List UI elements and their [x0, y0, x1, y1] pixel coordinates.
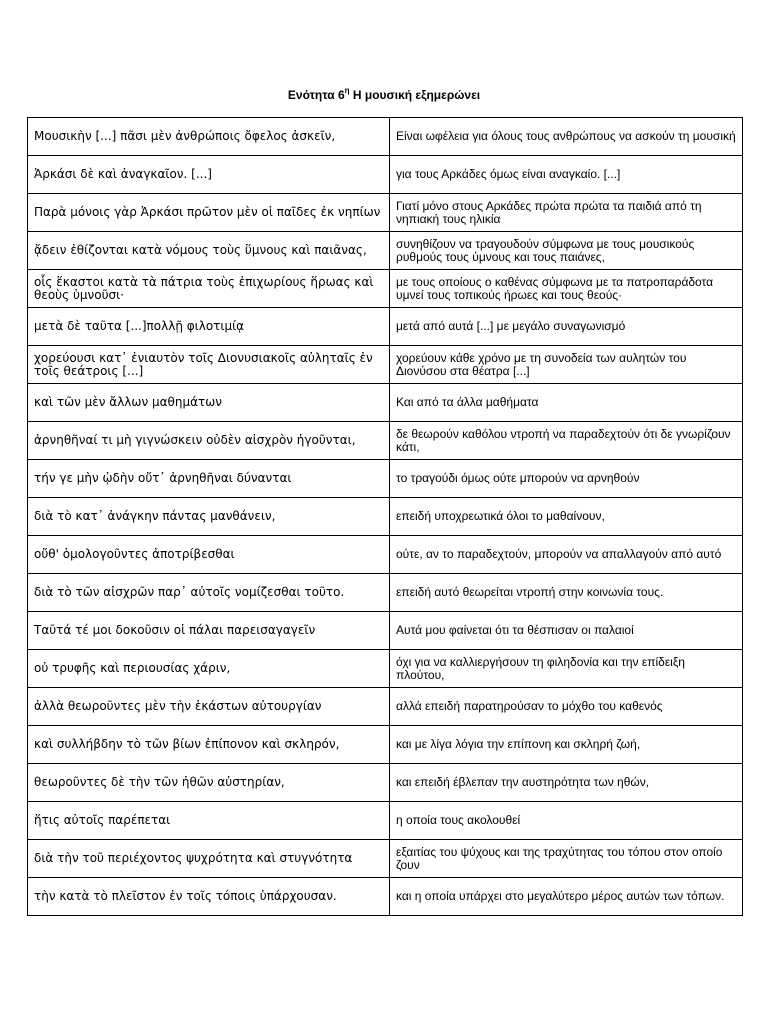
modern-translation-cell: η οποία τους ακολουθεί [390, 802, 743, 840]
modern-translation-cell: με τους οποίους ο καθένας σύμφωνα με τα πατροπαράδοτα υμνεί τους τοπικούς ήρωες και τους θεούς· [390, 270, 743, 308]
ancient-text-cell: ᾄδειν ἐθίζονται κατὰ νόμους τοὺς ὕμνους καὶ παιᾶνας, [28, 232, 390, 270]
ancient-text-cell: διὰ τὸ κατ᾽ ἀνάγκην πάντας μανθάνειν, [28, 498, 390, 536]
table-row [28, 802, 743, 840]
ancient-text-cell: καὶ τῶν μὲν ἄλλων μαθημάτων [28, 384, 390, 422]
ancient-text-cell: διὰ τὸ τῶν αἰσχρῶν παρ᾽ αὐτοῖς νομίζεσθαι τοῦτο. [28, 574, 390, 612]
modern-translation-cell: όχι για να καλλιεργήσουν τη φιληδονία και την επίδειξη πλούτου, [390, 650, 743, 688]
ancient-text-cell: καὶ συλλήβδην τὸ τῶν βίων ἐπίπονον καὶ σκληρόν, [28, 726, 390, 764]
ancient-text-cell: μετὰ δὲ ταῦτα [...]πολλῇ φιλοτιμίᾳ [28, 308, 390, 346]
page-title-suffix: Η μουσική εξημερώνει [349, 88, 481, 102]
ancient-text-cell: ἀλλὰ θεωροῦντες μὲν τὴν ἑκάστων αὐτουργίαν [28, 688, 390, 726]
modern-translation-cell: συνηθίζουν να τραγουδούν σύμφωνα με τους μουσικούς ρυθμούς τους ύμνους και τους παιάνες, [390, 232, 743, 270]
table-row [28, 574, 743, 612]
ancient-text-cell: Μουσικὴν [...] πᾶσι μὲν ἀνθρώποις ὄφελος ἀσκεῖν, [28, 118, 390, 156]
table-row [28, 232, 743, 270]
modern-translation-cell: και με λίγα λόγια την επίπονη και σκληρή ζωή, [390, 726, 743, 764]
table-row [28, 270, 743, 308]
table-row [28, 612, 743, 650]
page-title-prefix: Ενότητα 6 [287, 88, 345, 102]
modern-translation-cell: επειδή αυτό θεωρείται ντροπή στην κοινωνία τους. [390, 574, 743, 612]
ancient-text-cell: διὰ τὴν τοῦ περιέχοντος ψυχρότητα καὶ στυγνότητα [28, 840, 390, 878]
ancient-text-cell: ἀρνηθῆναί τι μὴ γιγνώσκειν οὐδὲν αἰσχρὸν ἡγοῦνται, [28, 422, 390, 460]
ancient-text-cell: Ταῦτά τέ μοι δοκοῦσιν οἱ πάλαι παρεισαγαγεῖν [28, 612, 390, 650]
table-row [28, 536, 743, 574]
modern-translation-cell: για τους Αρκάδες όμως είναι αναγκαίο. [...] [390, 156, 743, 194]
table-row [28, 118, 743, 156]
table-row [28, 384, 743, 422]
modern-translation-cell: ούτε, αν το παραδεχτούν, μπορούν να απαλλαγούν από αυτό [390, 536, 743, 574]
ancient-text-cell: οἷς ἕκαστοι κατὰ τὰ πάτρια τοὺς ἐπιχωρίους ἥρωας καὶ θεοὺς ὑμνοῦσι· [28, 270, 390, 308]
modern-translation-cell: εξαιτίας του ψύχους και της τραχύτητας του τόπου στον οποίο ζουν [390, 840, 743, 878]
modern-translation-cell: μετά από αυτά [...] με μεγάλο συναγωνισμό [390, 308, 743, 346]
table-row [28, 840, 743, 878]
ancient-text-cell: οὐ τρυφῆς καὶ περιουσίας χάριν, [28, 650, 390, 688]
modern-translation-cell: αλλά επειδή παρατηρούσαν το μόχθο του καθενός [390, 688, 743, 726]
modern-translation-cell: επειδή υποχρεωτικά όλοι το μαθαίνουν, [390, 498, 743, 536]
table-row [28, 498, 743, 536]
translation-table-body [28, 118, 743, 916]
modern-translation-cell: Είναι ωφέλεια για όλους τους ανθρώπους να ασκούν τη μουσική [390, 118, 743, 156]
ancient-text-cell: χορεύουσι κατ᾽ ἐνιαυτὸν τοῖς Διονυσιακοῖς αὐληταῖς ἐν τοῖς θεάτροις [...] [28, 346, 390, 384]
ancient-text-cell: ἥτις αὐτοῖς παρέπεται [28, 802, 390, 840]
table-row [28, 422, 743, 460]
modern-translation-cell: και η οποία υπάρχει στο μεγαλύτερο μέρος αυτών των τόπων. [390, 878, 743, 916]
modern-translation-cell: δε θεωρούν καθόλου ντροπή να παραδεχτούν ότι δε γνωρίζουν κάτι, [390, 422, 743, 460]
page-title-superscript: η [344, 86, 350, 95]
modern-translation-cell: το τραγούδι όμως ούτε μπορούν να αρνηθούν [390, 460, 743, 498]
modern-translation-cell: και επειδή έβλεπαν την αυστηρότητα των ηθών, [390, 764, 743, 802]
modern-translation-cell: Γιατί μόνο στους Αρκάδες πρώτα πρώτα τα παιδιά από τη νηπιακή τους ηλικία [390, 194, 743, 232]
page-title [0, 87, 768, 103]
ancient-text-cell: οὔθ' ὁμολογοῦντες ἀποτρίβεσθαι [28, 536, 390, 574]
table-row [28, 346, 743, 384]
ancient-text-cell: θεωροῦντες δὲ τὴν τῶν ἠθῶν αὐστηρίαν, [28, 764, 390, 802]
ancient-text-cell: Ἀρκάσι δὲ καὶ ἀναγκαῖον. [...] [28, 156, 390, 194]
ancient-text-cell: τὴν κατὰ τὸ πλεῖστον ἐν τοῖς τόποις ὑπάρχουσαν. [28, 878, 390, 916]
ancient-text-cell: Παρὰ μόνοις γὰρ Ἀρκάσι πρῶτον μὲν οἱ παῖδες ἐκ νηπίων [28, 194, 390, 232]
modern-translation-cell: Και από τα άλλα μαθήματα [390, 384, 743, 422]
table-row [28, 460, 743, 498]
table-row [28, 878, 743, 916]
table-row [28, 194, 743, 232]
table-row [28, 650, 743, 688]
modern-translation-cell: Αυτά μου φαίνεται ότι τα θέσπισαν οι παλαιοί [390, 612, 743, 650]
table-row [28, 308, 743, 346]
table-row [28, 764, 743, 802]
modern-translation-cell: χορεύουν κάθε χρόνο με τη συνοδεία των αυλητών του Διονύσου στα θέατρα [...] [390, 346, 743, 384]
ancient-text-cell: τήν γε μὴν ᾠδὴν οὔτ᾽ ἀρνηθῆναι δύνανται [28, 460, 390, 498]
table-row [28, 688, 743, 726]
table-row [28, 726, 743, 764]
table-row [28, 156, 743, 194]
translation-table [27, 117, 743, 916]
